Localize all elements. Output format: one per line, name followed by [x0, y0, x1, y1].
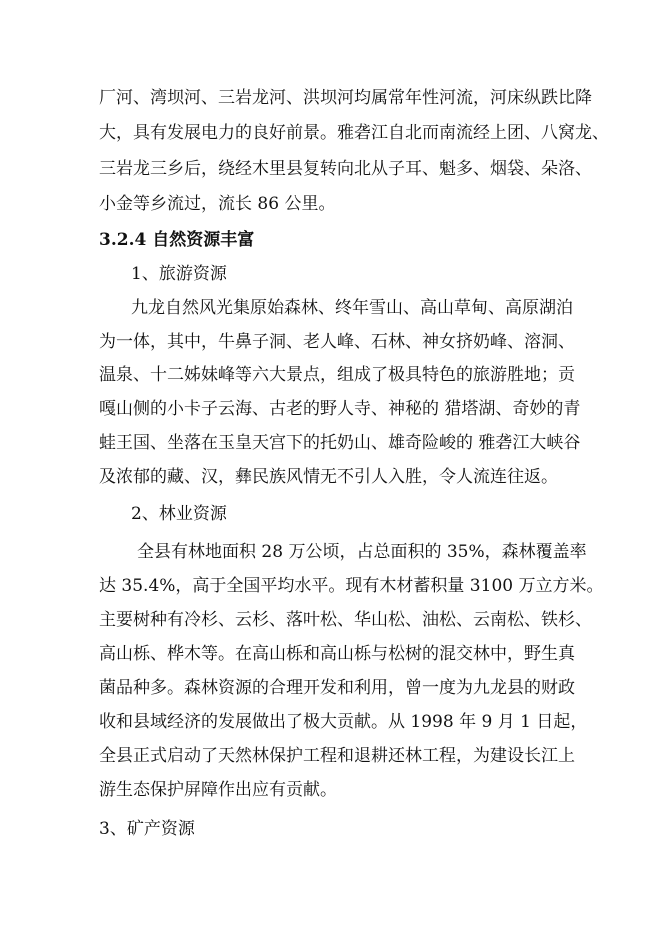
paragraph-line: 大，具有发展电力的良好前景。雅砻江自北而南流经上团、八窝龙、: [99, 123, 609, 143]
paragraph-line: 全县正式启动了天然林保护工程和退耕还林工程，为建设长江上: [99, 746, 575, 766]
paragraph-line: 高山栎、桦木等。在高山栎和高山栎与松树的混交林中，野生真: [99, 644, 575, 664]
paragraph-line: 为一体，其中，牛鼻子洞、老人峰、石林、神女挤奶峰、溶洞、: [99, 332, 575, 352]
paragraph-line: 嘎山侧的小卡子云海、古老的野人寺、神秘的 猎塔湖、奇妙的青: [99, 399, 581, 419]
paragraph-line: 三岩龙三乡后，绕经木里县复转向北从子耳、魁多、烟袋、朵洛、: [99, 159, 592, 179]
paragraph-line: 蛙王国、坐落在玉皇天宫下的托奶山、雄奇险峻的 雅砻江大峡谷: [99, 433, 581, 453]
paragraph-line: 温泉、十二姊妹峰等六大景点，组成了极具特色的旅游胜地；贡: [99, 365, 575, 385]
paragraph-line: 收和县域经济的发展做出了极大贡献。从 1998 年 9 月 1 日起，: [99, 712, 588, 732]
paragraph-line: 菌品种多。森林资源的合理开发和利用，曾一度为九龙县的财政: [99, 678, 575, 698]
section-heading: 3.2.4 自然资源丰富: [99, 230, 255, 250]
paragraph-line: 主要树种有冷杉、云杉、落叶松、华山松、油松、云南松、铁杉、: [99, 610, 592, 630]
paragraph-line: 游生态保护屏障作出应有贡献。: [99, 780, 337, 800]
subsection-title-tourism: 1、旅游资源: [131, 264, 227, 284]
paragraph-line: 小金等乡流过，流长 86 公里。: [99, 194, 336, 214]
paragraph-line: 及浓郁的藏、汉，彝民族风情无不引人入胜，令人流连往返。: [99, 467, 558, 487]
paragraph-line: 达 35.4%，高于全国平均水平。现有木材蓄积量 3100 万立方米。: [99, 576, 604, 596]
paragraph-line: 全县有林地面积 28 万公顷，占总面积的 35%，森林覆盖率: [137, 542, 587, 562]
paragraph-line: 九龙自然风光集原始森林、终年雪山、高山草甸、高原湖泊: [131, 298, 573, 318]
subsection-title-minerals: 3、矿产资源: [99, 819, 195, 839]
paragraph-line: 厂河、湾坝河、三岩龙河、洪坝河均属常年性河流，河床纵跌比降: [99, 88, 592, 108]
subsection-title-forestry: 2、林业资源: [131, 504, 227, 524]
